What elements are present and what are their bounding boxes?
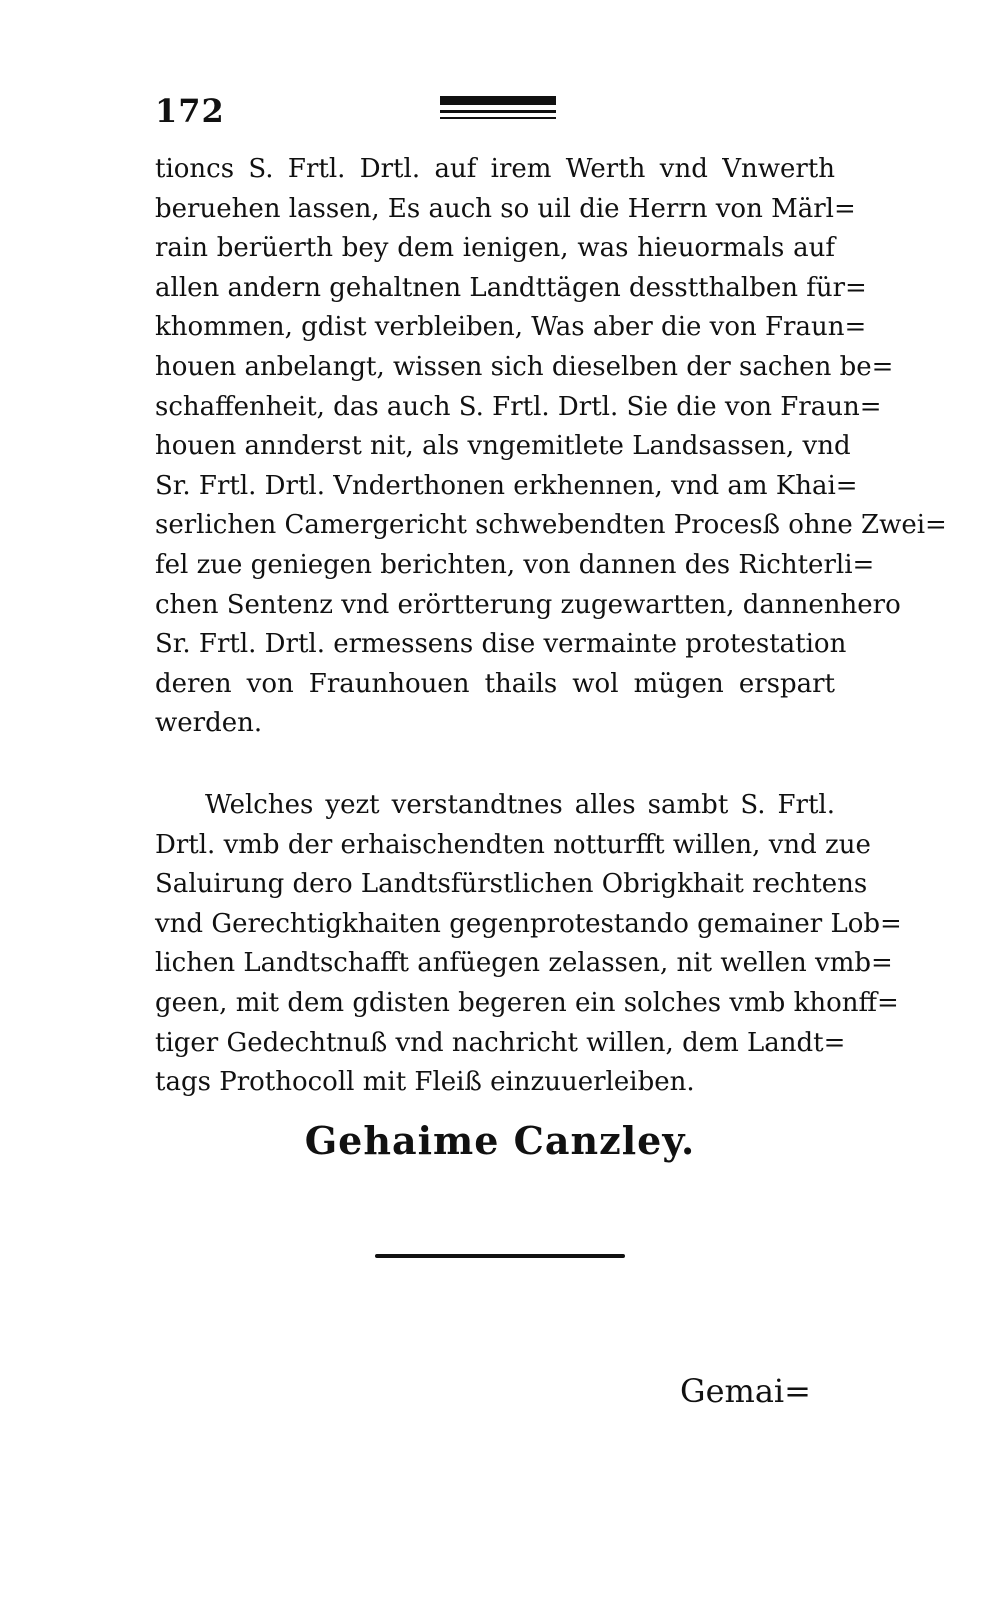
catchword: Gemai= <box>680 1372 811 1410</box>
page-number: 172 <box>155 92 225 130</box>
text-line: houen anbelangt, wissen sich dieselben der sachen be= <box>155 351 894 382</box>
header-rule-thick <box>440 96 556 105</box>
text-line: tioncs S. Frtl. Drtl. auf irem Werth vnd Vnwerth <box>155 154 835 184</box>
text-line: houen annderst nit, als vngemitlete Landsassen, vnd <box>155 431 851 462</box>
text-line: chen Sentenz vnd erörtterung zugewartten, dannenhero <box>155 589 901 620</box>
text-line: werden. <box>155 708 263 739</box>
text-line: beruehen lassen, Es auch so uil die Herrn von Märl= <box>155 193 856 224</box>
text-line: Drtl. vmb der erhaischendten notturfft willen, vnd zue <box>155 829 871 860</box>
text-line: tiger Gedechtnuß vnd nachricht willen, dem Landt= <box>155 1027 846 1058</box>
text-line: fel zue geniegen berichten, von dannen des Richterli= <box>155 549 875 580</box>
text-line: serlichen Camergericht schwebendten Procesß ohne Zwei= <box>155 510 947 541</box>
text-line: Sr. Frtl. Drtl. ermessens dise vermainte protestation <box>155 629 847 660</box>
text-line: khommen, gdist verbleiben, Was aber die von Fraun= <box>155 312 867 343</box>
text-line: rain berüerth bey dem ienigen, was hieuormals auf <box>155 233 835 264</box>
paragraph-1 <box>155 150 947 744</box>
header-rule-thin <box>440 117 556 119</box>
paragraph-2 <box>155 786 902 1103</box>
text-line: Sr. Frtl. Drtl. Vnderthonen erkhennen, vnd am Khai= <box>155 470 858 501</box>
text-line: geen, mit dem gdisten begeren ein solches vmb khonff= <box>155 987 899 1018</box>
text-line: Saluirung dero Landtsfürstlichen Obrigkhait rechtens <box>155 869 868 900</box>
text-line: lichen Landtschafft anfüegen zelassen, nit wellen vmb= <box>155 948 893 979</box>
text-line: deren von Fraunhouen thails wol mügen erspart <box>155 668 835 699</box>
text-line: tags Prothocoll mit Fleiß einzuuerleiben. <box>155 1067 695 1098</box>
signature: Gehaime Canzley. <box>304 1118 696 1163</box>
header-rule-middle <box>440 110 556 113</box>
text-line: allen andern gehaltnen Landttägen desstthalben für= <box>155 272 867 303</box>
text-line: Welches yezt verstandtnes alles sambt S. Frtl. <box>205 790 835 820</box>
text-line: vnd Gerechtigkhaiten gegenprotestando gemainer Lob= <box>155 908 902 939</box>
text-line: schaffenheit, das auch S. Frtl. Drtl. Sie die von Fraun= <box>155 391 882 422</box>
closing-rule <box>375 1254 625 1258</box>
